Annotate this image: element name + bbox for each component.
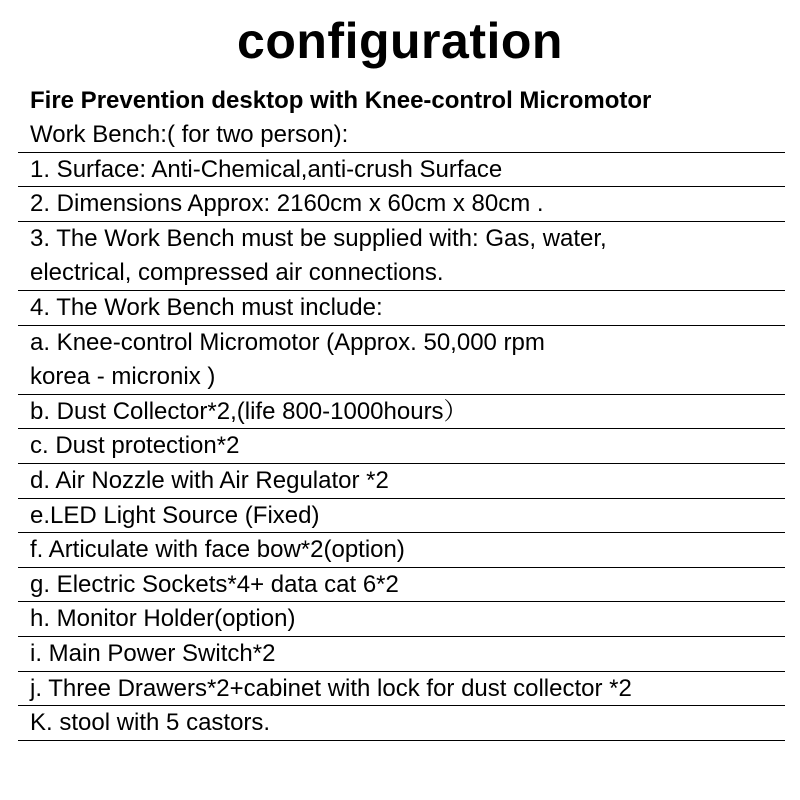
spec-row-supply-connections	[18, 222, 785, 291]
spec-row-text: i. Main Power Switch*2	[30, 639, 276, 667]
spec-row-dust-protection	[18, 429, 785, 464]
spec-row-text: 4. The Work Bench must include:	[30, 293, 383, 321]
spec-row-text: b. Dust Collector*2,(life 800-1000hours）	[30, 397, 468, 425]
spec-row-text: e.LED Light Source (Fixed)	[30, 501, 320, 529]
spec-row-led-light	[18, 499, 785, 534]
spec-row-monitor-holder	[18, 602, 785, 637]
spec-row-surface	[18, 153, 785, 188]
spec-row-articulate	[18, 533, 785, 568]
spec-row-stool	[18, 706, 785, 741]
spec-row-text: 3. The Work Bench must be supplied with: Gas, water,	[30, 224, 607, 252]
spec-row-text: korea - micronix )	[30, 363, 216, 391]
spec-row-work-bench	[18, 118, 785, 153]
spec-row-text: K. stool with 5 castors.	[30, 709, 271, 737]
spec-row-text: electrical, compressed air connections.	[30, 259, 444, 287]
spec-row-text: h. Monitor Holder(option)	[30, 605, 296, 633]
spec-row-text: 1. Surface: Anti-Chemical,anti-crush Surface	[30, 155, 503, 183]
spec-row-power-switch	[18, 637, 785, 672]
spec-heading: Fire Prevention desktop with Knee-control Micromotor	[30, 87, 652, 114]
spec-row-electric-sockets	[18, 568, 785, 603]
spec-row-text: d. Air Nozzle with Air Regulator *2	[30, 466, 389, 494]
spec-row-include	[18, 291, 785, 326]
spec-row-micromotor	[18, 326, 785, 395]
spec-row-text: 2. Dimensions Approx: 2160cm x 60cm x 80cm .	[30, 190, 544, 218]
spec-row-text: c. Dust protection*2	[30, 432, 240, 460]
spec-row-text: g. Electric Sockets*4+ data cat 6*2	[30, 570, 399, 598]
spec-row-drawers	[18, 672, 785, 707]
spec-row-text: j. Three Drawers*2+cabinet with lock for dust collector *2	[30, 674, 632, 702]
spec-row-text: f. Articulate with face bow*2(option)	[30, 536, 405, 564]
spec-row-text: a. Knee-control Micromotor (Approx. 50,000 rpm	[30, 328, 545, 356]
spec-row-dimensions	[18, 187, 785, 222]
spec-row-air-nozzle	[18, 464, 785, 499]
spec-row-dust-collector	[18, 395, 785, 430]
spec-table	[18, 84, 785, 741]
spec-row-text: Work Bench:( for two person):	[30, 121, 349, 148]
page-title: configuration	[237, 13, 563, 69]
